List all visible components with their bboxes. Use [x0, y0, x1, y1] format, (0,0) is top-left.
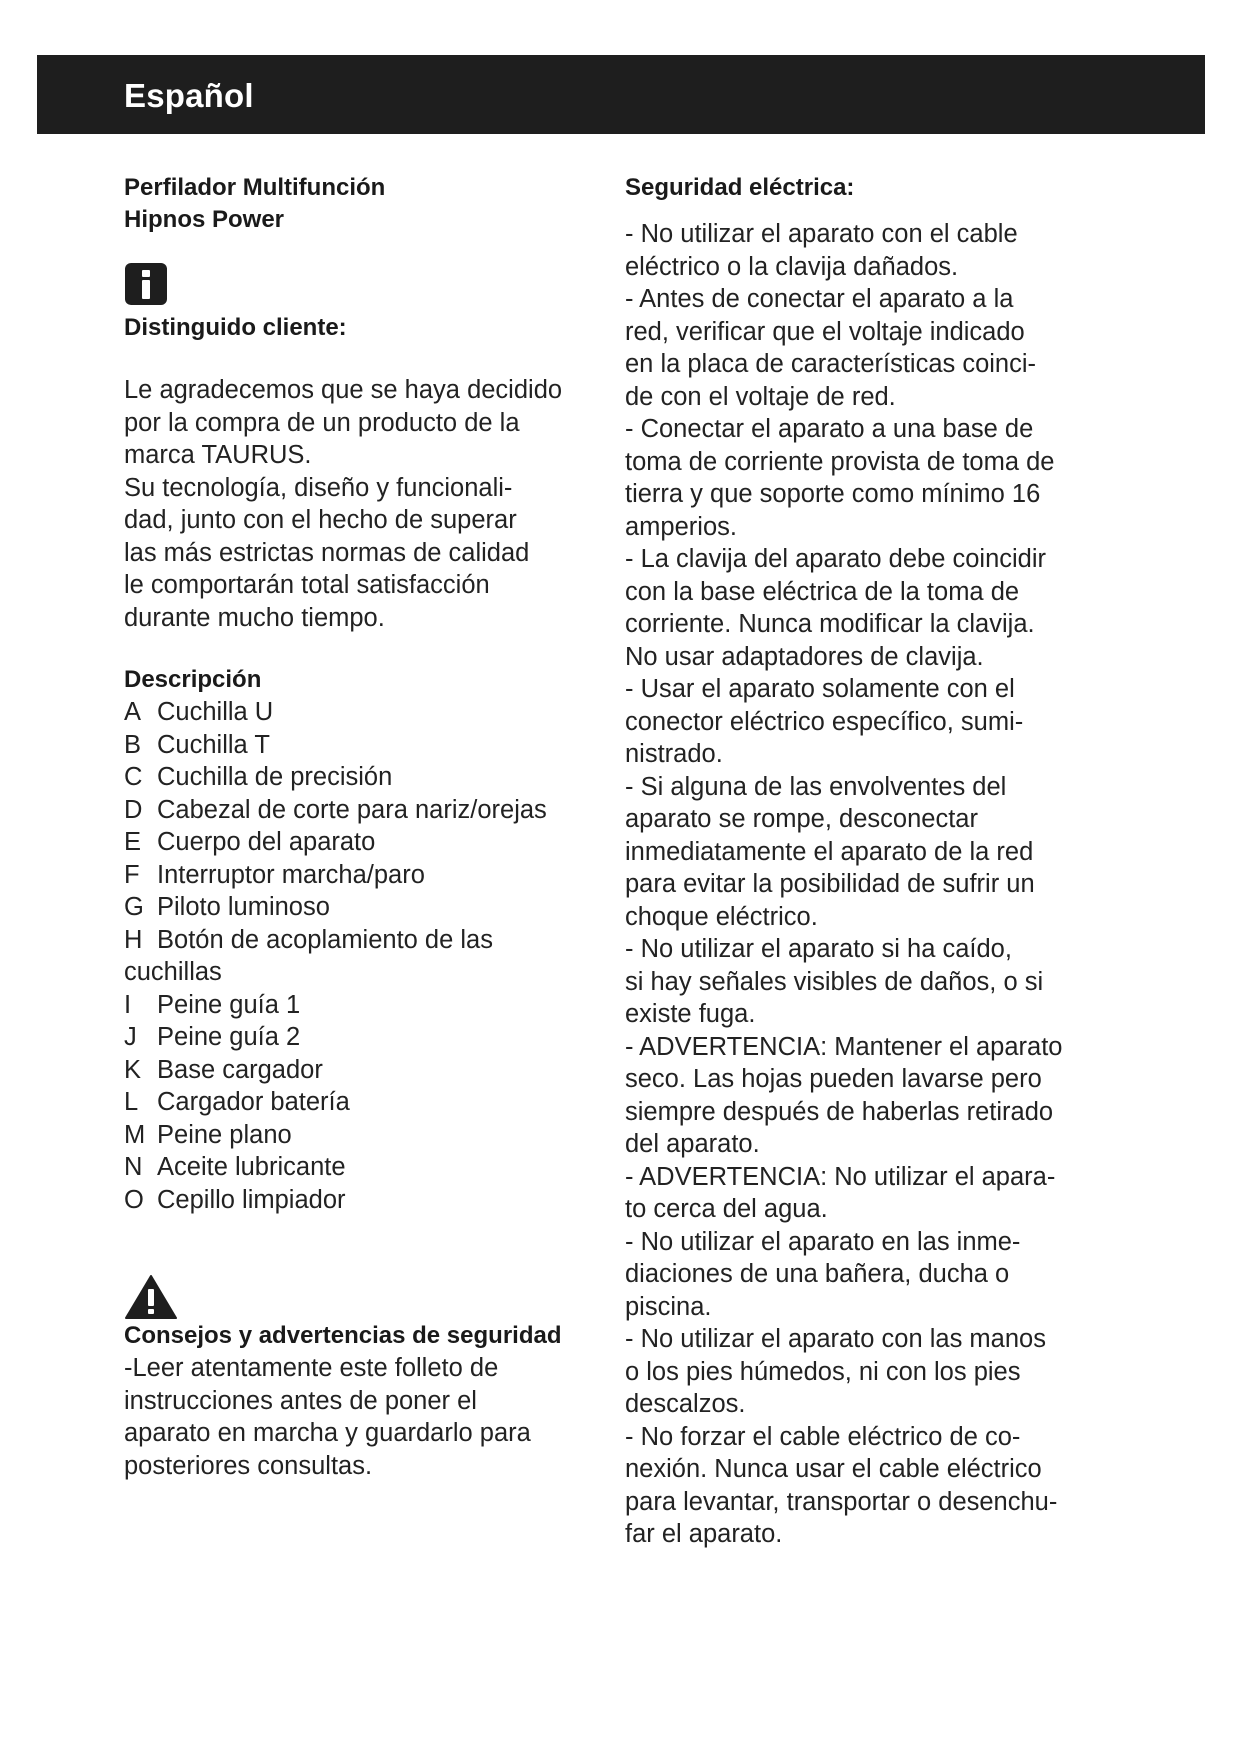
rule-line: - La clavija del aparato debe coincidir: [625, 545, 1046, 573]
list-item: L Cargador batería: [124, 1088, 350, 1116]
list-item: C Cuchilla de precisión: [124, 763, 393, 791]
list-item: cuchillas: [124, 958, 222, 986]
right-column: [625, 172, 1085, 1551]
rule-line: - No forzar el cable eléctrico de co-: [625, 1422, 1021, 1451]
intro-line: durante mucho tiempo.: [124, 603, 385, 632]
list-item: O Cepillo limpiador: [124, 1185, 346, 1214]
list-item: F Interruptor marcha/paro: [124, 860, 425, 889]
language-header-bar: [37, 55, 1205, 134]
rule-line: No usar adaptadores de clavija.: [625, 642, 984, 671]
list-item: K Base cargador: [124, 1055, 323, 1084]
rule-line: - No utilizar el aparato con el cable: [625, 220, 1018, 248]
electrical-rule: [625, 413, 1085, 543]
electrical-rule: [625, 771, 1085, 934]
rule-line: para evitar la posibilidad de sufrir un: [625, 870, 1035, 898]
rule-line: nistrado.: [625, 740, 723, 768]
rule-line: nexión. Nunca usar el cable eléctrico: [625, 1455, 1042, 1483]
electrical-rule: [625, 673, 1085, 771]
safety-line: aparato en marcha y guardarlo para: [124, 1419, 531, 1447]
list-item: A Cuchilla U: [124, 698, 274, 726]
intro-line: Le agradecemos que se haya decidido: [124, 376, 563, 404]
product-name: [124, 172, 594, 236]
list-item: H Botón de acoplamiento de las: [124, 925, 493, 954]
rule-line: - Conectar el aparato a una base de: [625, 415, 1034, 443]
electrical-rule: [625, 1226, 1085, 1324]
safety-line: posteriores consultas.: [124, 1451, 373, 1480]
electrical-rule: [625, 1031, 1085, 1161]
electrical-rules-list: [625, 218, 1085, 1551]
list-item: N Aceite lubricante: [124, 1153, 346, 1181]
electrical-rule: [625, 933, 1085, 1031]
safety-paragraph: [124, 1352, 594, 1482]
language-title: Español: [124, 77, 254, 114]
intro-line: por la compra de un producto de la: [124, 408, 520, 437]
rule-line: siempre después de haberlas retirado: [625, 1097, 1054, 1126]
electrical-rule: [625, 543, 1085, 673]
rule-line: amperios.: [625, 512, 737, 541]
rule-line: conector eléctrico específico, sumi-: [625, 707, 1024, 736]
rule-line: en la placa de características coinci-: [625, 350, 1037, 378]
rule-line: con la base eléctrica de la toma de: [625, 577, 1020, 606]
rule-line: aparato se rompe, desconectar: [625, 805, 978, 833]
rule-line: seco. Las hojas pueden lavarse pero: [625, 1065, 1042, 1093]
rule-line: descalzos.: [625, 1390, 746, 1418]
rule-line: inmediatamente el aparato de la red: [625, 837, 1034, 866]
description-title: Descripción: [124, 666, 262, 693]
electrical-rule: [625, 283, 1085, 413]
rule-line: - Usar el aparato solamente con el: [625, 675, 1015, 703]
electrical-rule: [625, 1421, 1085, 1551]
rule-line: far el aparato.: [625, 1520, 783, 1548]
rule-line: existe fuga.: [625, 1000, 756, 1028]
safety-line: -Leer atentamente este folleto de: [124, 1354, 499, 1382]
list-item: I Peine guía 1: [124, 990, 301, 1019]
list-item: J Peine guía 2: [124, 1023, 301, 1051]
intro-line: las más estrictas normas de calidad: [124, 538, 530, 567]
electrical-safety-title: Seguridad eléctrica:: [625, 174, 855, 201]
intro-line: dad, junto con el hecho de superar: [124, 506, 517, 534]
description-list: [124, 696, 594, 1216]
rule-line: eléctrico o la clavija dañados.: [625, 252, 959, 281]
rule-line: - Si alguna de las envolventes del: [625, 772, 1007, 801]
warning-icon: [124, 1274, 178, 1320]
rule-line: toma de corriente provista de toma de: [625, 447, 1055, 476]
electrical-rule: [625, 1323, 1085, 1421]
product-name-line-2: Hipnos Power: [124, 206, 285, 233]
rule-line: red, verificar que el voltaje indicado: [625, 317, 1025, 346]
product-name-line-1: Perfilador Multifunción: [124, 174, 386, 201]
intro-line: Su tecnología, diseño y funcionali-: [124, 473, 513, 502]
rule-line: - ADVERTENCIA: No utilizar el apara-: [625, 1162, 1056, 1191]
rule-line: o los pies húmedos, ni con los pies: [625, 1357, 1021, 1386]
greeting: Distinguido cliente:: [124, 314, 347, 341]
rule-line: choque eléctrico.: [625, 902, 818, 931]
rule-line: - Antes de conectar el aparato a la: [625, 285, 1014, 313]
rule-line: - No utilizar el aparato si ha caído,: [625, 935, 1012, 963]
rule-line: - No utilizar el aparato con las manos: [625, 1325, 1046, 1353]
rule-line: tierra y que soporte como mínimo 16: [625, 480, 1041, 508]
intro-line: marca TAURUS.: [124, 441, 312, 469]
rule-line: to cerca del agua.: [625, 1195, 828, 1223]
electrical-rule: [625, 1161, 1085, 1226]
list-item: E Cuerpo del aparato: [124, 828, 376, 856]
rule-line: si hay señales visibles de daños, o si: [625, 967, 1044, 996]
rule-line: corriente. Nunca modificar la clavija.: [625, 610, 1035, 638]
safety-line: instrucciones antes de poner el: [124, 1386, 477, 1415]
list-item: D Cabezal de corte para nariz/orejas: [124, 795, 547, 824]
info-icon: [124, 262, 168, 306]
rule-line: del aparato.: [625, 1130, 760, 1158]
electrical-rule: [625, 218, 1085, 283]
list-item: M Peine plano: [124, 1120, 292, 1149]
rule-line: diaciones de una bañera, ducha o: [625, 1260, 1010, 1288]
rule-line: para levantar, transportar o desenchu-: [625, 1487, 1058, 1516]
safety-title: Consejos y advertencias de seguridad: [124, 1322, 562, 1349]
left-column: [124, 172, 594, 1482]
list-item: B Cuchilla T: [124, 730, 270, 759]
rule-line: - ADVERTENCIA: Mantener el aparato: [625, 1032, 1063, 1061]
rule-line: - No utilizar el aparato en las inme-: [625, 1227, 1021, 1256]
intro-paragraph: [124, 374, 594, 634]
rule-line: piscina.: [625, 1292, 712, 1321]
rule-line: de con el voltaje de red.: [625, 382, 896, 411]
list-item: G Piloto luminoso: [124, 893, 330, 921]
intro-line: le comportarán total satisfacción: [124, 571, 490, 599]
